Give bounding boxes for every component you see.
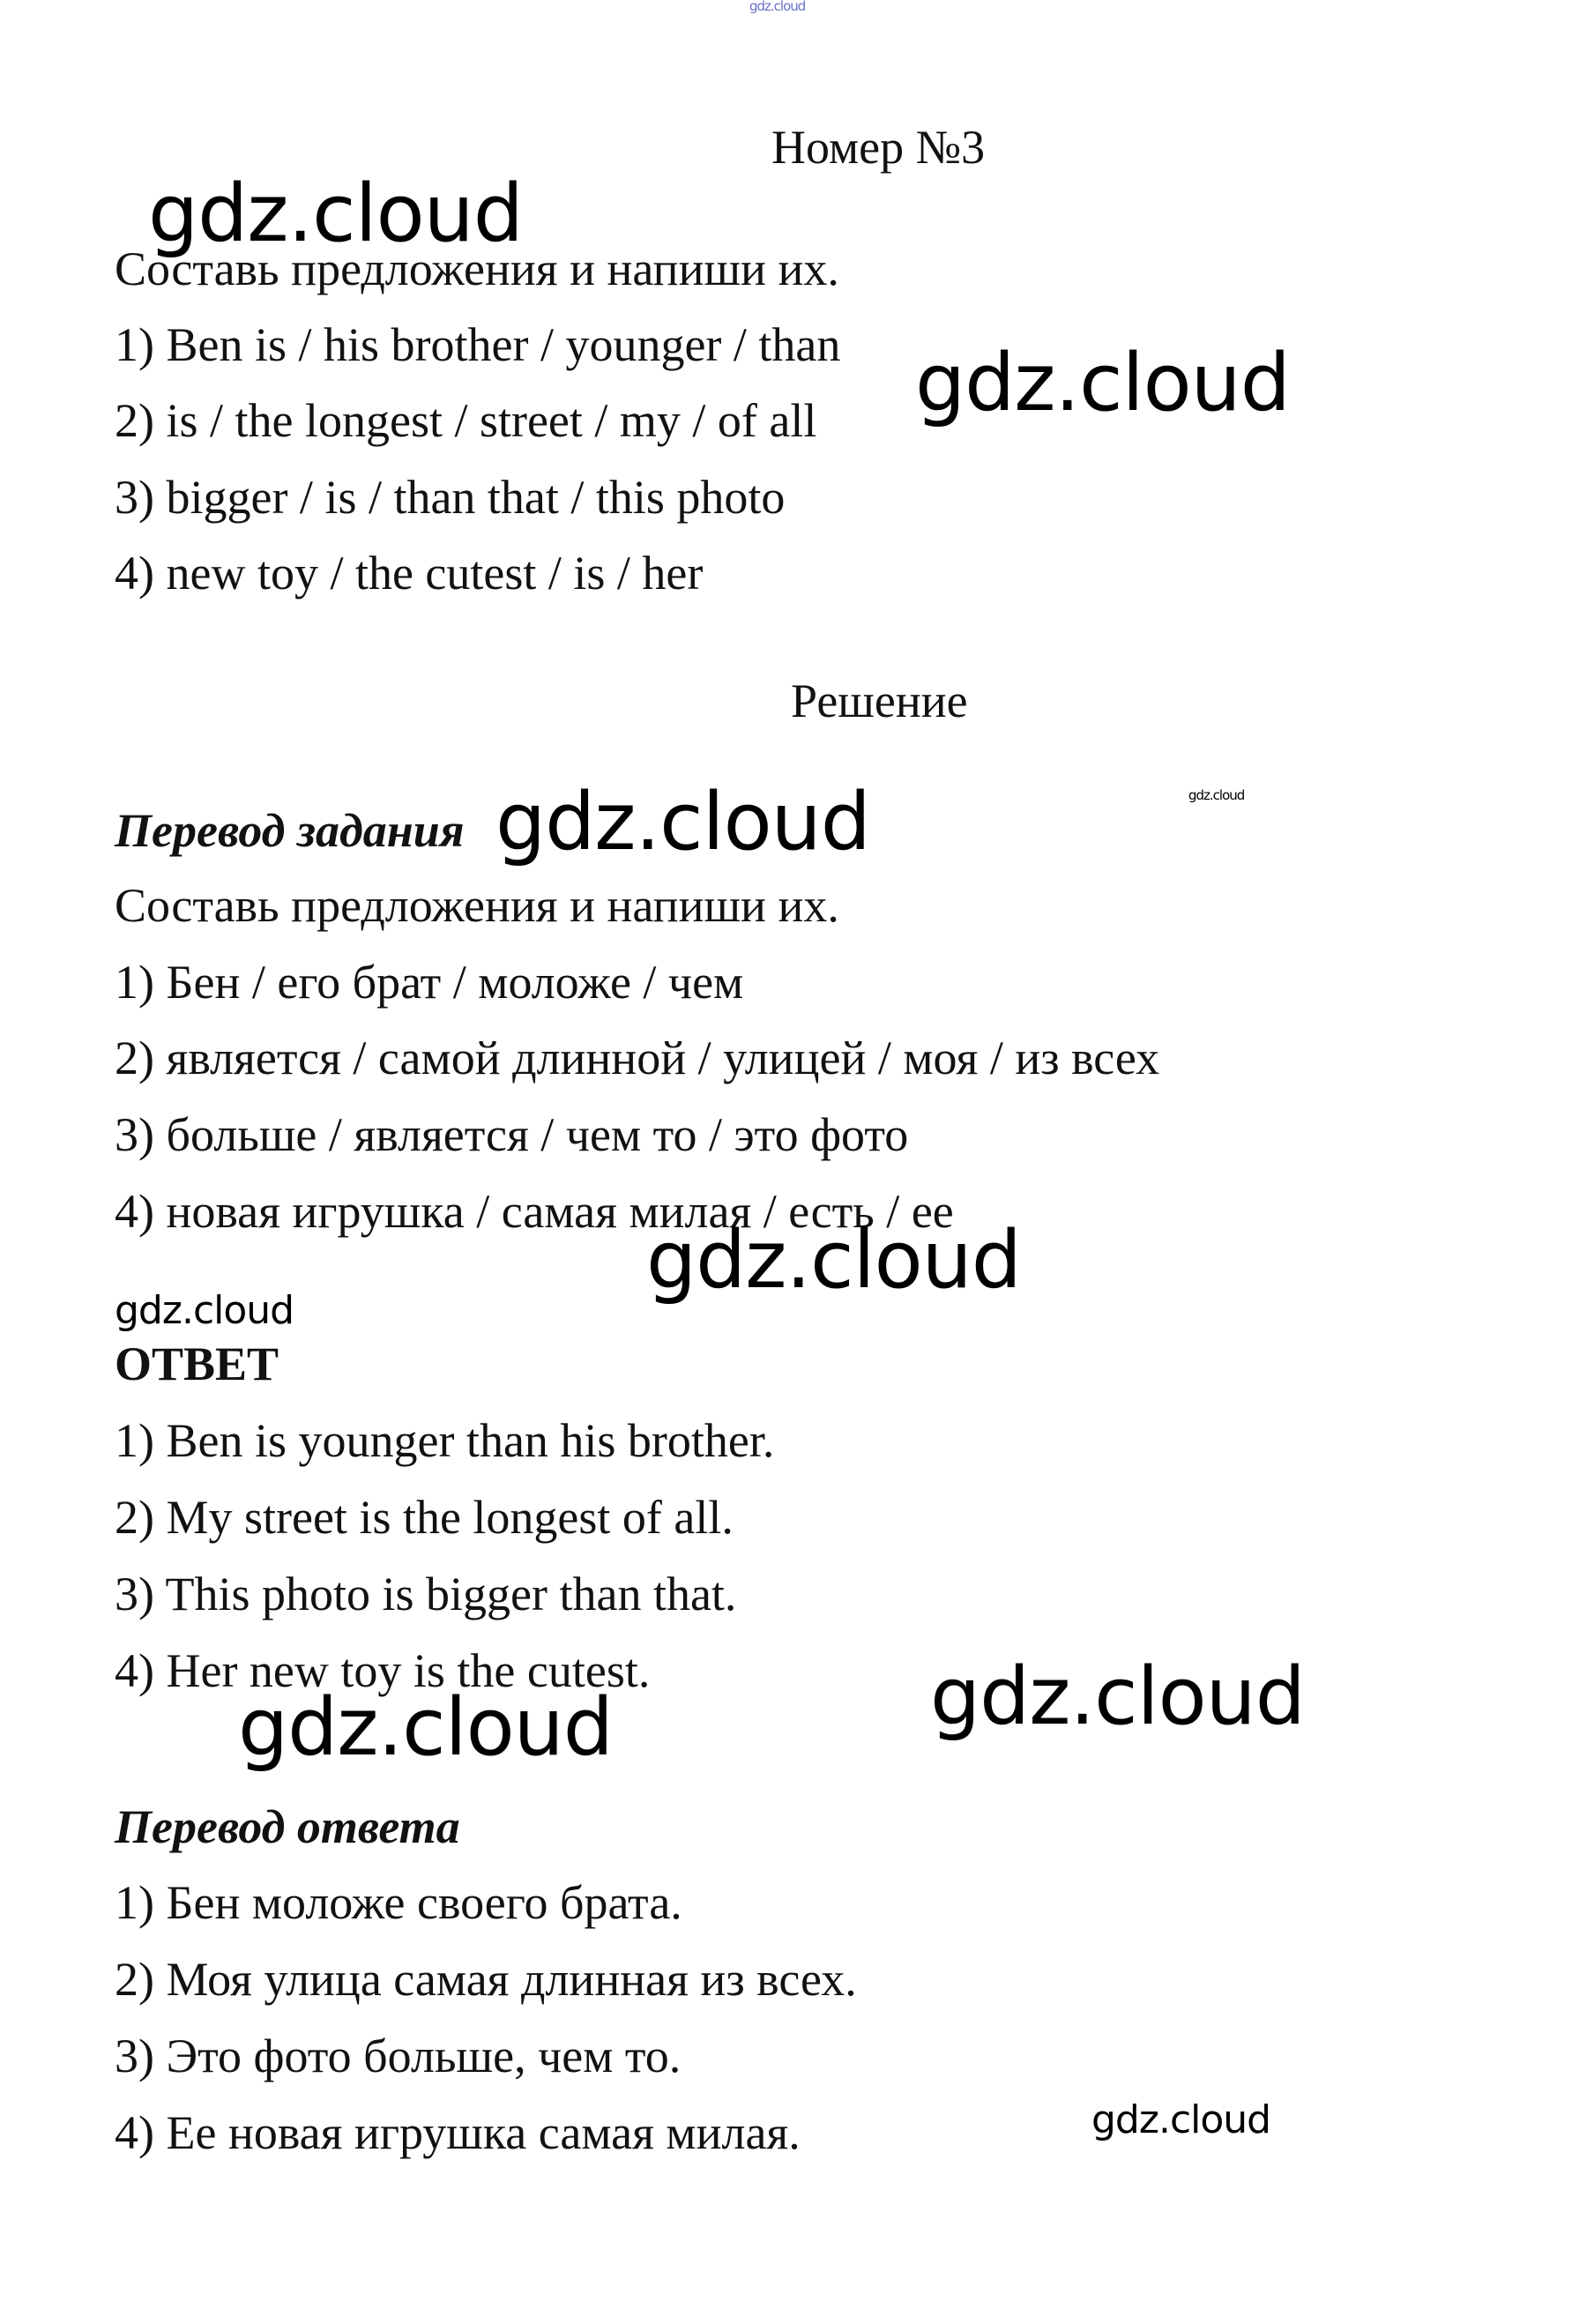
watermark-8: gdz.cloud xyxy=(238,1681,613,1774)
watermark-top: gdz.cloud xyxy=(749,0,806,14)
answer-heading: ОТВЕТ xyxy=(115,1337,279,1390)
translation-instruction: Составь предложения и напиши их. xyxy=(115,879,839,932)
answer-item-3: 3) This photo is bigger than that. xyxy=(115,1568,737,1620)
task-item-2: 2) is / the longest / street / my / of all xyxy=(115,394,817,447)
watermark-5: gdz.cloud xyxy=(646,1214,1021,1307)
translation-item-4: 4) новая игрушка / самая милая / есть / ее xyxy=(115,1185,954,1238)
answer-item-4: 4) Her new toy is the cutest. xyxy=(115,1644,651,1697)
task-title: Номер №3 xyxy=(771,121,986,174)
solution-title: Решение xyxy=(791,674,968,727)
translation-heading: Перевод задания xyxy=(115,804,465,857)
translation-item-2: 2) является / самой длинной / улицей / моя / из всех xyxy=(115,1032,1160,1084)
answer-translation-item-4: 4) Ее новая игрушка самая милая. xyxy=(115,2106,801,2159)
answer-item-2: 2) My street is the longest of all. xyxy=(115,1491,734,1544)
translation-item-1: 1) Бен / его брат / моложе / чем xyxy=(115,956,744,1009)
watermark-2: gdz.cloud xyxy=(915,337,1290,429)
task-item-1: 1) Ben is / his brother / younger / than xyxy=(115,318,841,371)
answer-item-1: 1) Ben is younger than his brother. xyxy=(115,1414,775,1467)
watermark-3: gdz.cloud xyxy=(1188,787,1245,803)
watermark-9: gdz.cloud xyxy=(1091,2097,1271,2142)
watermark-1: gdz.cloud xyxy=(148,168,523,260)
answer-translation-item-2: 2) Моя улица самая длинная из всех. xyxy=(115,1953,857,2006)
task-item-3: 3) bigger / is / than that / this photo xyxy=(115,471,786,524)
answer-translation-item-1: 1) Бен моложе своего брата. xyxy=(115,1876,682,1929)
answer-translation-item-3: 3) Это фото больше, чем то. xyxy=(115,2030,682,2082)
watermark-6: gdz.cloud xyxy=(115,1288,294,1333)
task-item-4: 4) new toy / the cutest / is / her xyxy=(115,547,704,600)
task-instruction: Составь предложения и напиши их. xyxy=(115,242,839,295)
answer-translation-heading: Перевод ответа xyxy=(115,1800,460,1853)
watermark-7: gdz.cloud xyxy=(930,1650,1305,1743)
watermark-4: gdz.cloud xyxy=(495,776,870,868)
translation-item-3: 3) больше / является / чем то / это фото xyxy=(115,1108,909,1161)
